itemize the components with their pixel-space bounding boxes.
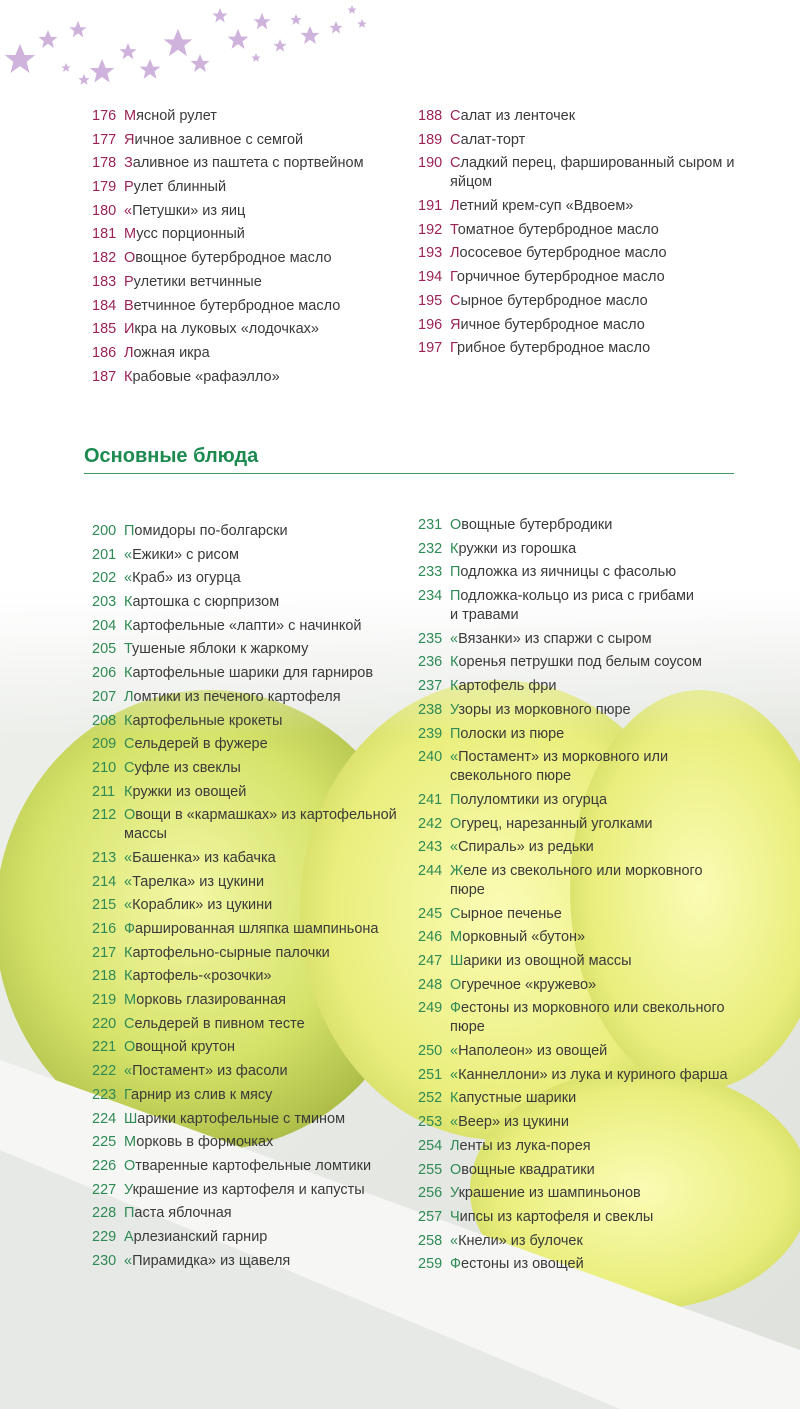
toc-entry[interactable]: 257 Чипсы из картофеля и свеклы <box>418 1208 654 1225</box>
toc-entry[interactable]: 255 Овощные квадратики <box>418 1161 595 1178</box>
decorative-stars <box>0 0 800 100</box>
toc-entry[interactable]: 190 Сладкий перец, фаршированный сыром и яйцом <box>418 155 735 191</box>
toc-entry[interactable]: 250 «Наполеон» из овощей <box>418 1043 608 1060</box>
section-heading: Основные блюда <box>84 445 259 467</box>
toc-entry[interactable]: 188 Салат из ленточек <box>418 108 576 124</box>
toc-entry[interactable]: 228 Паста яблочная <box>92 1205 232 1222</box>
toc-entry[interactable]: 251 «Каннеллони» из лука и куриного фарша <box>418 1066 728 1083</box>
toc-entry[interactable]: 244 Желе из свекольного или морковного пюре <box>418 862 703 898</box>
toc-entry[interactable]: 216 Фаршированная шляпка шампиньона <box>92 921 379 937</box>
toc-entry[interactable]: 209 Сельдерей в фужере <box>92 736 268 753</box>
toc-entry[interactable]: 243 «Спираль» из редьки <box>418 839 594 856</box>
toc-section2-right <box>418 516 738 1279</box>
toc-entry[interactable]: 217 Картофельно-сырные палочки <box>92 944 330 961</box>
toc-entry[interactable]: 180 «Петушки» из яиц <box>92 202 246 219</box>
toc-entry[interactable]: 234 Подложка-кольцо из риса с грибами и травами <box>418 588 695 624</box>
toc-entry[interactable]: 249 Фестоны из морковного или свекольного пюре <box>418 1000 725 1036</box>
toc-section1-right <box>418 107 748 363</box>
toc-entry[interactable]: 235 «Вязанки» из спаржи с сыром <box>418 630 652 647</box>
toc-entry[interactable]: 202 «Краб» из огурца <box>92 570 241 587</box>
toc-entry[interactable]: 214 «Тарелка» из цукини <box>92 873 265 890</box>
toc-entry[interactable]: 183 Рулетики ветчинные <box>92 273 262 290</box>
toc-entry[interactable]: 224 Шарики картофельные с тмином <box>92 1110 346 1127</box>
toc-entry[interactable]: 222 «Постамент» из фасоли <box>92 1063 288 1080</box>
toc-entry[interactable]: 230 «Пирамидка» из щавеля <box>92 1252 291 1269</box>
toc-entry[interactable]: 196 Яичное бутербродное масло <box>418 316 645 333</box>
toc-section1-left <box>92 107 392 391</box>
toc-entry[interactable]: 186 Ложная икра <box>92 344 210 361</box>
toc-entry[interactable]: 185 Икра на луковых «лодочках» <box>92 321 319 338</box>
toc-entry[interactable]: 219 Морковь глазированная <box>92 992 286 1009</box>
toc-entry[interactable]: 237 Картофель фри <box>418 678 557 695</box>
toc-entry[interactable]: 259 Фестоны из овощей <box>418 1256 584 1273</box>
toc-entry[interactable]: 203 Картошка с сюрпризом <box>92 594 280 611</box>
toc-entry[interactable]: 182 Овощное бутербродное масло <box>92 250 332 267</box>
toc-entry[interactable]: 236 Коренья петрушки под белым соусом <box>418 654 702 671</box>
toc-entry[interactable]: 205 Тушеные яблоки к жаркому <box>92 641 309 658</box>
toc-entry[interactable]: 207 Ломтики из печеного картофеля <box>92 688 341 705</box>
toc-entry[interactable]: 187 Крабовые «рафаэлло» <box>92 368 280 385</box>
toc-entry[interactable]: 177 Яичное заливное с семгой <box>92 131 304 148</box>
toc-entry[interactable]: 238 Узоры из морковного пюре <box>418 701 631 718</box>
toc-entry[interactable]: 245 Сырное печенье <box>418 905 562 922</box>
toc-entry[interactable]: 200 Помидоры по-болгарски <box>92 523 288 539</box>
toc-entry[interactable]: 225 Морковь в формочках <box>92 1134 274 1151</box>
toc-entry[interactable]: 227 Украшение из картофеля и капусты <box>92 1181 365 1198</box>
toc-entry[interactable]: 213 «Башенка» из кабачка <box>92 849 276 866</box>
toc-entry[interactable]: 256 Украшение из шампиньонов <box>418 1185 641 1202</box>
toc-entry[interactable]: 189 Салат-торт <box>418 131 526 148</box>
toc-entry[interactable]: 247 Шарики из овощной массы <box>418 953 632 969</box>
toc-entry[interactable]: 197 Грибное бутербродное масло <box>418 340 651 357</box>
toc-entry[interactable]: 218 Картофель-«розочки» <box>92 968 272 985</box>
toc-entry[interactable]: 246 Морковный «бутон» <box>418 929 586 946</box>
toc-entry[interactable]: 192 Томатное бутербродное масло <box>418 221 659 238</box>
toc-entry[interactable]: 242 Огурец, нарезанный уголками <box>418 815 653 832</box>
toc-entry[interactable]: 248 Огуречное «кружево» <box>418 976 597 993</box>
toc-entry[interactable]: 229 Арлезианский гарнир <box>92 1228 268 1245</box>
toc-entry[interactable]: 252 Капустные шарики <box>418 1090 577 1107</box>
toc-entry[interactable]: 194 Горчичное бутербродное масло <box>418 269 665 286</box>
toc-entry[interactable]: 211 Кружки из овощей <box>92 783 247 800</box>
toc-entry[interactable]: 178 Заливное из паштета с портвейном <box>92 155 364 172</box>
toc-entry[interactable]: 191 Летний крем-суп «Вдвоем» <box>418 198 634 215</box>
toc-entry[interactable]: 226 Отваренные картофельные ломтики <box>92 1157 372 1174</box>
toc-entry[interactable]: 201 «Ежики» с рисом <box>92 546 239 563</box>
toc-entry[interactable]: 193 Лососевое бутербродное масло <box>418 245 667 262</box>
toc-entry[interactable]: 184 Ветчинное бутербродное масло <box>92 297 341 314</box>
toc-entry[interactable]: 208 Картофельные крокеты <box>92 712 283 729</box>
toc-entry[interactable]: 210 Суфле из свеклы <box>92 759 241 776</box>
toc-entry[interactable]: 212 Овощи в «кармашках» из картофельной массы <box>92 807 397 843</box>
toc-entry[interactable]: 220 Сельдерей в пивном тесте <box>92 1015 305 1032</box>
section-divider <box>84 473 734 474</box>
toc-entry[interactable]: 206 Картофельные шарики для гарниров <box>92 665 374 682</box>
toc-entry[interactable]: 215 «Кораблик» из цукини <box>92 897 273 914</box>
toc-entry[interactable]: 231 Овощные бутербродики <box>418 517 613 533</box>
toc-section2-left <box>92 522 397 1275</box>
toc-entry[interactable]: 253 «Веер» из цукини <box>418 1114 569 1131</box>
toc-entry[interactable]: 240 «Постамент» из морковного или свекольного пюре <box>418 749 669 785</box>
toc-entry[interactable]: 254 Ленты из лука-порея <box>418 1137 591 1154</box>
toc-entry[interactable]: 258 «Кнели» из булочек <box>418 1232 583 1249</box>
toc-entry[interactable]: 233 Подложка из яичницы с фасолью <box>418 564 677 581</box>
toc-entry[interactable]: 195 Сырное бутербродное масло <box>418 292 648 309</box>
toc-entry[interactable]: 221 Овощной крутон <box>92 1039 236 1056</box>
toc-entry[interactable]: 241 Полуломтики из огурца <box>418 791 608 808</box>
toc-entry[interactable]: 204 Картофельные «лапти» с начинкой <box>92 617 362 634</box>
toc-entry[interactable]: 181 Мусс порционный <box>92 226 245 243</box>
toc-entry[interactable]: 239 Полоски из пюре <box>418 725 565 742</box>
toc-entry[interactable]: 176 Мясной рулет <box>92 108 217 124</box>
toc-entry[interactable]: 223 Гарнир из слив к мясу <box>92 1086 273 1103</box>
toc-entry[interactable]: 232 Кружки из горошка <box>418 540 577 557</box>
toc-entry[interactable]: 179 Рулет блинный <box>92 179 227 196</box>
